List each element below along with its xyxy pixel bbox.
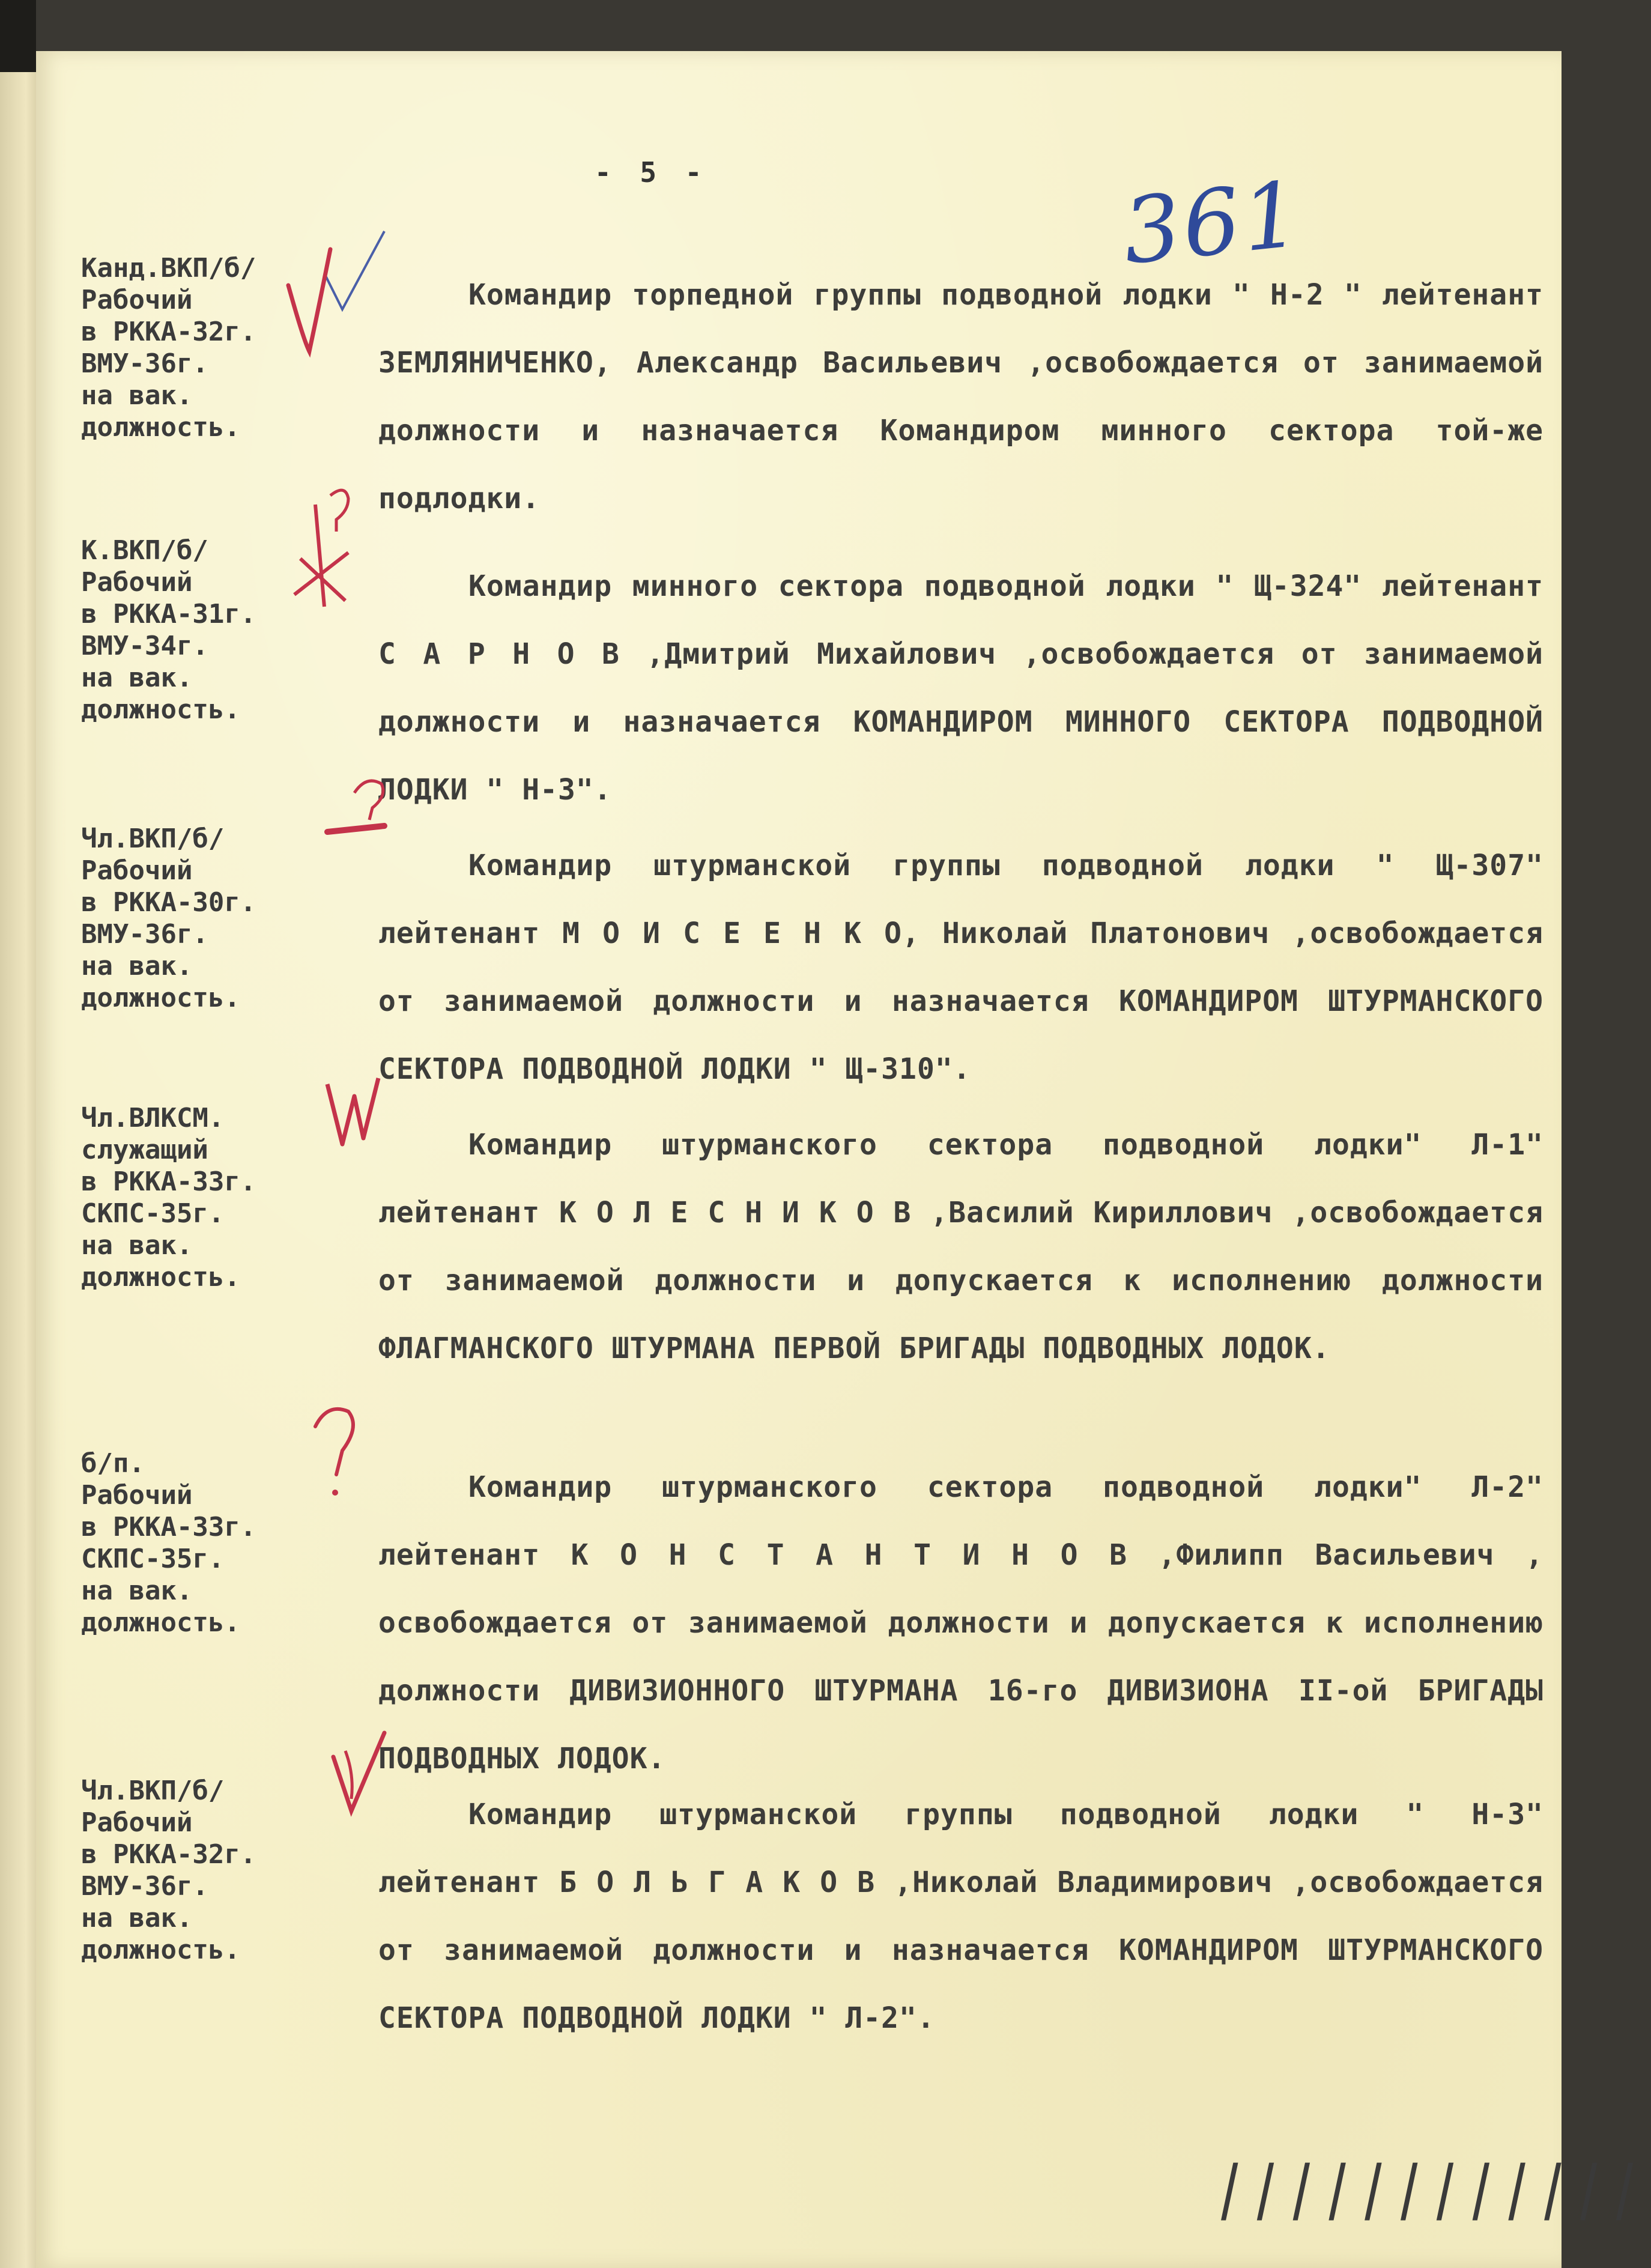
- margin-note-3: Чл.ВКП/б/ Рабочий в РККА-30г. ВМУ-36г. на вак. должность.: [81, 823, 256, 1013]
- margin-note-5: б/п. Рабочий в РККА-33г. СКПС-35г. на вак. должность.: [81, 1448, 256, 1638]
- margin-note-4: Чл.ВЛКСМ. служащий в РККА-33г. СКПС-35г. на вак. должность.: [81, 1103, 256, 1293]
- order-entry-2: Командир минного сектора подводной лодки " Щ-324" лейтенант С А Р Н О В ,Дмитрий Михайлович ,освобождается от занимаемой должности и назначается КОМАНДИРОМ МИННОГО СЕКТОРА ПОДВОДНОЙ ЛОДКИ " Н-3".: [378, 569, 1543, 807]
- page-marker: - 5 -: [595, 156, 708, 189]
- order-entry-6: Командир штурманской группы подводной лодки " Н-3" лейтенант Б О Л Ь Г А К О В ,Николай Владимирович ,освобождается от занимаемой должности и назначается КОМАНДИРОМ ШТУРМАНСКОГО СЕКТОРА ПОДВОДНОЙ ЛОДКИ " Л-2".: [378, 1798, 1543, 2035]
- margin-note-2: К.ВКП/б/ Рабочий в РККА-31г. ВМУ-34г. на вак. должность.: [81, 535, 256, 725]
- margin-note-6: Чл.ВКП/б/ Рабочий в РККА-32г. ВМУ-36г. на вак. должность.: [81, 1775, 256, 1965]
- order-entry-3: Командир штурманской группы подводной лодки " Щ-307" лейтенант М О И С Е Е Н К О, Николай Платонович ,освобождается от занимаемой должности и назначается КОМАНДИРОМ ШТУРМАНСКОГО СЕКТОРА ПОДВОДНОЙ ЛОДКИ " Щ-310".: [378, 849, 1543, 1086]
- tally-marks: ||||||||||||: [1206, 2153, 1651, 2221]
- red-check-mark-icon: [282, 249, 336, 357]
- red-question-mark-icon: [300, 1402, 366, 1505]
- red-check-mark-icon: [321, 1072, 387, 1162]
- handwritten-folio-number: 361: [1118, 162, 1307, 285]
- red-cross-mark-icon: [288, 481, 360, 619]
- order-entry-4: Командир штурманского сектора подводной лодки" Л-1" лейтенант К О Л Е С Н И К О В ,Василий Кириллович ,освобождается от занимаемой должности и допускается к исполнению должности ФЛАГМАНСКОГО ШТУРМАНА ПЕРВОЙ БРИГАДЫ ПОДВОДНЫХ ЛОДОК.: [378, 1128, 1543, 1365]
- document-page: [36, 51, 1651, 2268]
- order-entry-5: Командир штурманского сектора подводной лодки" Л-2" лейтенант К О Н С Т А Н Т И Н О В ,Филипп Васильевич , освобождается от занимаемой должности и допускается к исполнению должности ДИВИЗИОННОГО ШТУРМАНА 16-го ДИВИЗИОНА II-ой БРИГАДЫ ПОДВОДНЫХ ЛОДОК.: [378, 1470, 1543, 1775]
- margin-note-1: Канд.ВКП/б/ Рабочий в РККА-32г. ВМУ-36г. на вак. должность.: [81, 253, 256, 443]
- order-entry-1: Командир торпедной группы подводной лодки " Н-2 " лейтенант ЗЕМЛЯНИЧЕНКО, Александр Васильевич ,освобождается от занимаемой должности и назначается Командиром минного сектора той-же подлодки.: [378, 278, 1543, 515]
